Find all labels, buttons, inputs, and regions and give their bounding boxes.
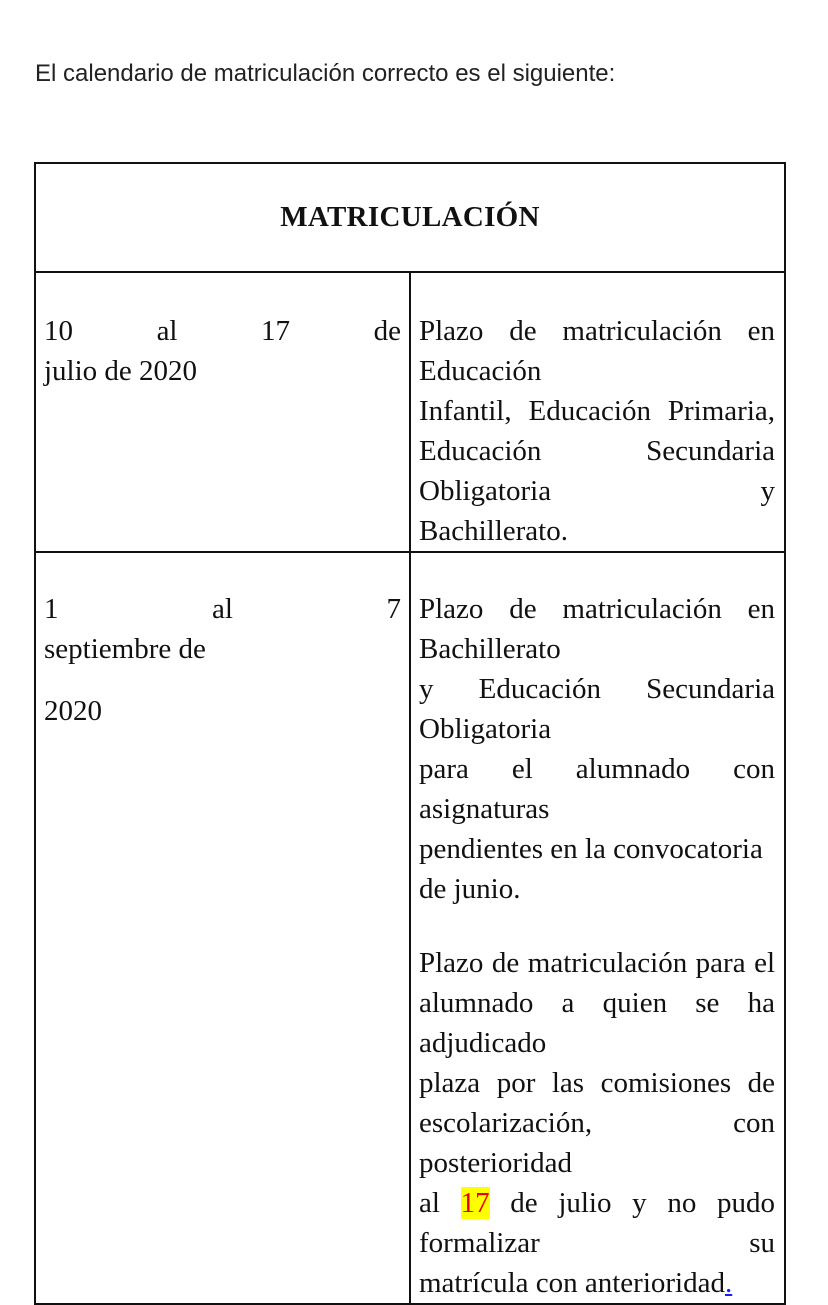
description-cell [410,272,785,552]
description-text: matrícula con anterioridad [419,1267,725,1299]
date-line: 2020 [44,695,102,727]
description-text: al [419,1187,461,1219]
description-line: Infantil, Educación Primaria, [419,395,775,427]
description-line: Plazo de matriculación en Educación [419,315,775,387]
table-row [35,552,785,1304]
intro-text: El calendario de matriculación correcto es el siguiente: [35,60,616,87]
description-line: Plazo de matriculación para el [419,947,775,979]
date-line: septiembre de [44,633,206,665]
date-cell [35,272,410,552]
date-line: 1 al 7 [44,593,401,625]
description-line: Plazo de matriculación en Bachillerato [419,593,775,665]
description-line: alumnado a quien se ha adjudicado [419,987,775,1059]
highlighted-date: 17 [460,1187,490,1219]
description-paragraph [419,943,775,1303]
table-header-cell: MATRICULACIÓN [35,163,785,272]
description-line: para el alumnado con asignaturas [419,753,775,825]
description-line [419,1263,775,1303]
table-row [35,272,785,552]
table-header-row [35,163,785,272]
period-link[interactable]: . [724,1267,733,1299]
enrollment-calendar-table [34,162,786,1305]
description-line: plaza por las comisiones de [419,1067,775,1099]
description-line: y Educación Secundaria Obligatoria [419,673,775,745]
spacer [44,669,401,691]
description-line: Bachillerato. [419,515,568,547]
description-line [419,1183,775,1263]
date-line: 10 al 17 de [44,315,401,347]
date-cell [35,552,410,1304]
date-line: julio de 2020 [44,355,198,387]
description-cell [410,552,785,1304]
description-line: escolarización, con posterioridad [419,1107,775,1179]
description-line: Educación Secundaria Obligatoria y [419,435,775,507]
description-line: pendientes en la convocatoria de junio. [419,833,763,905]
description-text: de julio y no pudo formalizar su [419,1187,775,1259]
description-paragraph [419,589,775,909]
